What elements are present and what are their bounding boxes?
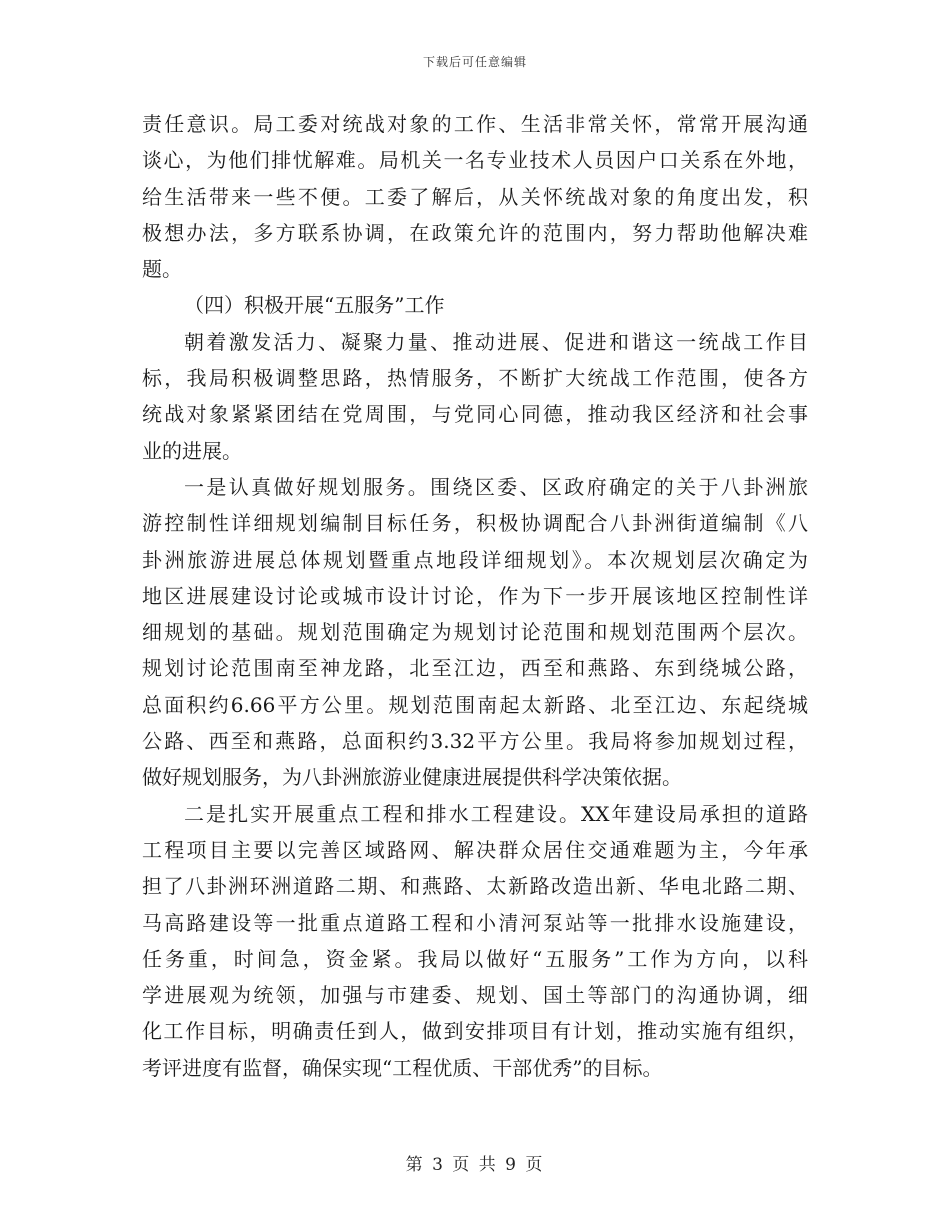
- text-line: 总面积约6.66平方公里。规划范围南起太新路、北至江边、东起绕城: [142, 692, 808, 717]
- text-line: 题。: [142, 257, 182, 282]
- page-header: 下载后可任意编辑: [422, 55, 527, 69]
- text-line: 马高路建设等一批重点道路工程和小清河泵站等一批排水设施建设，: [142, 910, 808, 935]
- text-line: 细规划的基础。规划范围确定为规划讨论范围和规划范围两个层次。: [142, 620, 808, 645]
- text-line: 业的进展。: [142, 438, 242, 463]
- page-footer: 第 3 页 共 9 页: [405, 1155, 545, 1175]
- text-line: 责任意识。局工委对统战对象的工作、生活非常关怀，常常开展沟通: [142, 112, 808, 136]
- text-line: 极想办法，多方联系协调，在政策允许的范围内，努力帮助他解决难: [142, 220, 808, 245]
- text-line: 规划讨论范围南至神龙路，北至江边，西至和燕路、东到绕城公路，: [142, 656, 808, 681]
- text-line: 做好规划服务，为八卦洲旅游业健康进展提供科学决策依据。: [142, 765, 682, 790]
- text-line: （四）积极开展“五服务”工作: [184, 293, 445, 318]
- text-line: 化工作目标，明确责任到人，做到安排项目有计划，推动实施有组织，: [142, 1019, 808, 1044]
- text-line: 工程项目主要以完善区域路网、解决群众居住交通难题为主，今年承: [142, 837, 808, 862]
- text-line: 朝着激发活力、凝聚力量、推动进展、促进和谐这一统战工作目: [184, 329, 808, 354]
- document-body: [142, 106, 808, 1086]
- text-line: 任务重，时间急，资金紧。我局以做好“五服务”工作为方向，以科: [142, 946, 808, 971]
- text-line: 二是扎实开展重点工程和排水工程建设。XX年建设局承担的道路: [184, 801, 808, 826]
- text-line: 谈心，为他们排忧解难。局机关一名专业技术人员因户口关系在外地，: [142, 148, 808, 173]
- text-line: 一是认真做好规划服务。围绕区委、区政府确定的关于八卦洲旅: [184, 474, 808, 499]
- text-line: 统战对象紧紧团结在党周围，与党同心同德，推动我区经济和社会事: [142, 402, 808, 427]
- text-line: 给生活带来一些不便。工委了解后，从关怀统战对象的角度出发，积: [142, 184, 808, 209]
- text-line: 担了八卦洲环洲道路二期、和燕路、太新路改造出新、华电北路二期、: [142, 874, 808, 899]
- text-line: 考评进度有监督，确保实现“工程优质、干部优秀”的目标。: [142, 1055, 663, 1080]
- text-line: 公路、西至和燕路，总面积约3.32平方公里。我局将参加规划过程，: [142, 729, 808, 754]
- text-line: 标，我局积极调整思路，热情服务，不断扩大统战工作范围，使各方: [142, 366, 808, 391]
- text-line: 地区进展建设讨论或城市设计讨论，作为下一步开展该地区控制性详: [142, 583, 808, 608]
- text-line: 卦洲旅游进展总体规划暨重点地段详细规划》。本次规划层次确定为: [142, 547, 808, 572]
- text-line: 游控制性详细规划编制目标任务，积极协调配合八卦洲街道编制《八: [142, 511, 808, 536]
- text-line: 学进展观为统领，加强与市建委、规划、国土等部门的沟通协调，细: [142, 983, 808, 1008]
